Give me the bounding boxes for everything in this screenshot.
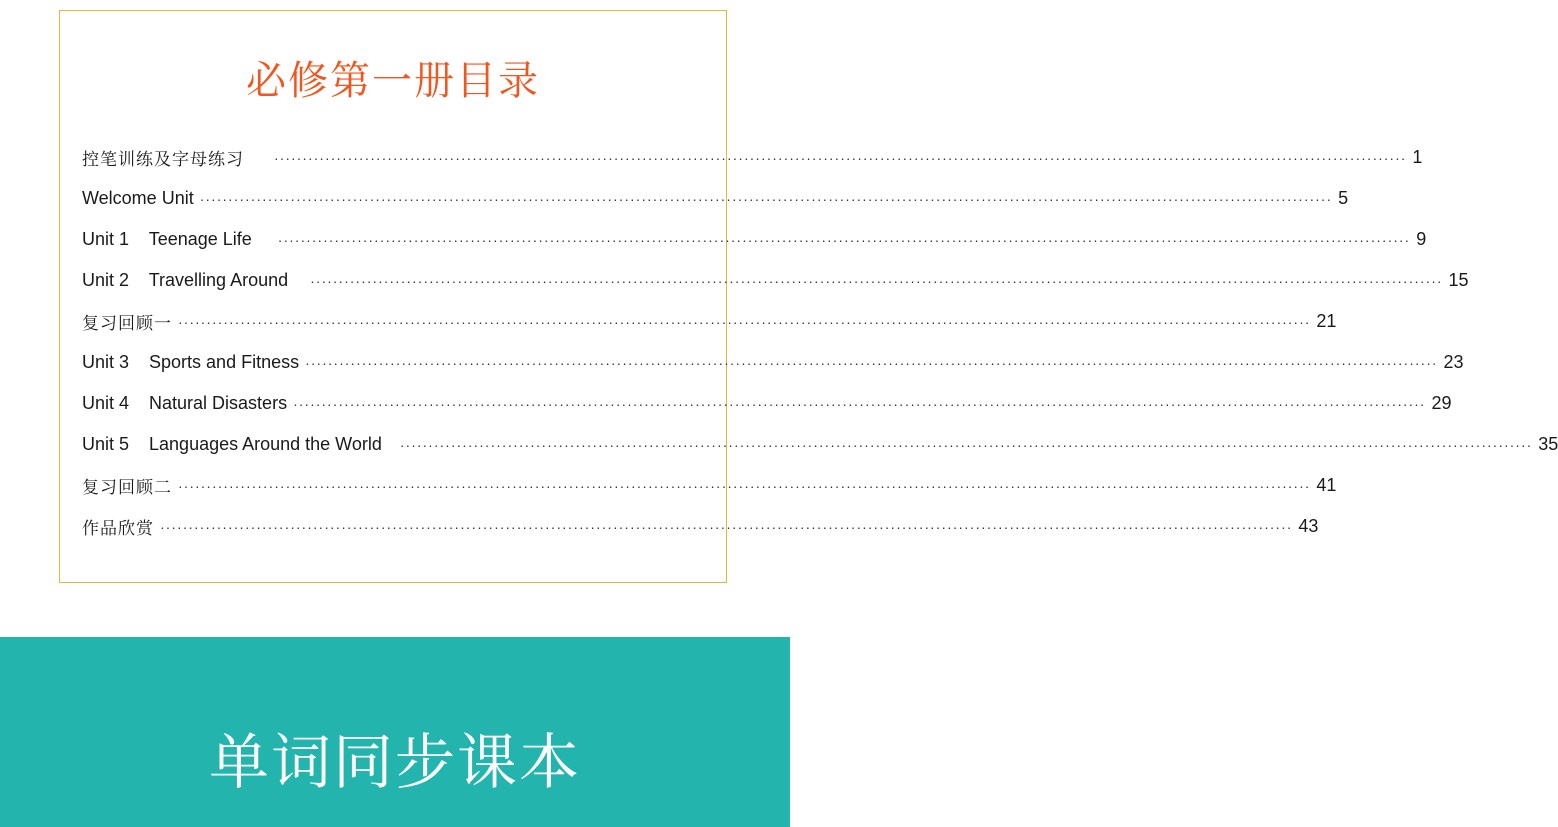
toc-entry-label: Unit 1 Teenage Life [82, 229, 252, 249]
dot-leader: ········································································································································································································ [277, 231, 1411, 248]
toc-entry-label: Unit 5 Languages Around the World [82, 434, 382, 454]
toc-entry-page: 35 [1538, 434, 1558, 454]
toc-entry-page: 23 [1443, 352, 1464, 372]
toc-entry-page: 1 [1412, 147, 1423, 167]
section-banner [0, 637, 790, 827]
toc-entry[interactable] [82, 219, 1427, 260]
dot-leader: ········································································································································································································ [293, 395, 1426, 412]
toc-entry-page: 15 [1448, 270, 1469, 290]
toc-entry-page: 43 [1298, 516, 1319, 536]
dot-leader: ········································································································································································································ [305, 354, 1438, 371]
toc-title: 必修第一册目录 [246, 58, 540, 104]
toc-entry[interactable] [82, 424, 1558, 465]
toc-entry[interactable] [82, 465, 1337, 506]
toc-entry-label: 复习回顾一 [82, 314, 172, 334]
toc-entry-label: Welcome Unit [82, 188, 194, 208]
toc-entry-label: Unit 3 Sports and Fitness [82, 352, 300, 372]
dot-leader: ········································································································································································································ [178, 477, 1311, 494]
toc-entry-label: 复习回顾二 [82, 478, 172, 498]
dot-leader: ········································································································································································································ [199, 190, 1333, 207]
toc-entry-page: 21 [1316, 311, 1337, 331]
toc-entry[interactable] [82, 260, 1469, 301]
toc-entry-label: 作品欣赏 [82, 519, 154, 539]
toc-entry-label: 控笔训练及字母练习 [82, 150, 244, 170]
toc-entry[interactable] [82, 342, 1464, 383]
toc-entry-page: 9 [1416, 229, 1427, 249]
toc-entry-label: Unit 2 Travelling Around [82, 270, 289, 290]
table-of-contents [59, 10, 1558, 583]
dot-leader: ········································································································································································································ [178, 313, 1311, 330]
dot-leader: ········································································································································································································ [160, 518, 1293, 535]
toc-list [82, 137, 1558, 547]
toc-entry-page: 41 [1316, 475, 1337, 495]
toc-entry[interactable] [82, 137, 1423, 178]
dot-leader: ········································································································································································································ [310, 272, 1443, 289]
toc-entry[interactable] [82, 301, 1337, 342]
dot-leader: ········································································································································································································ [274, 149, 1407, 166]
toc-entry-label: Unit 4 Natural Disasters [82, 393, 288, 413]
banner-title: 单词同步课本 [209, 728, 581, 798]
toc-entry[interactable] [82, 178, 1349, 219]
dot-leader: ········································································································································································································ [399, 436, 1533, 453]
toc-entry-page: 5 [1338, 188, 1349, 208]
toc-entry-page: 29 [1431, 393, 1452, 413]
toc-entry[interactable] [82, 383, 1452, 424]
toc-entry[interactable] [82, 506, 1319, 547]
